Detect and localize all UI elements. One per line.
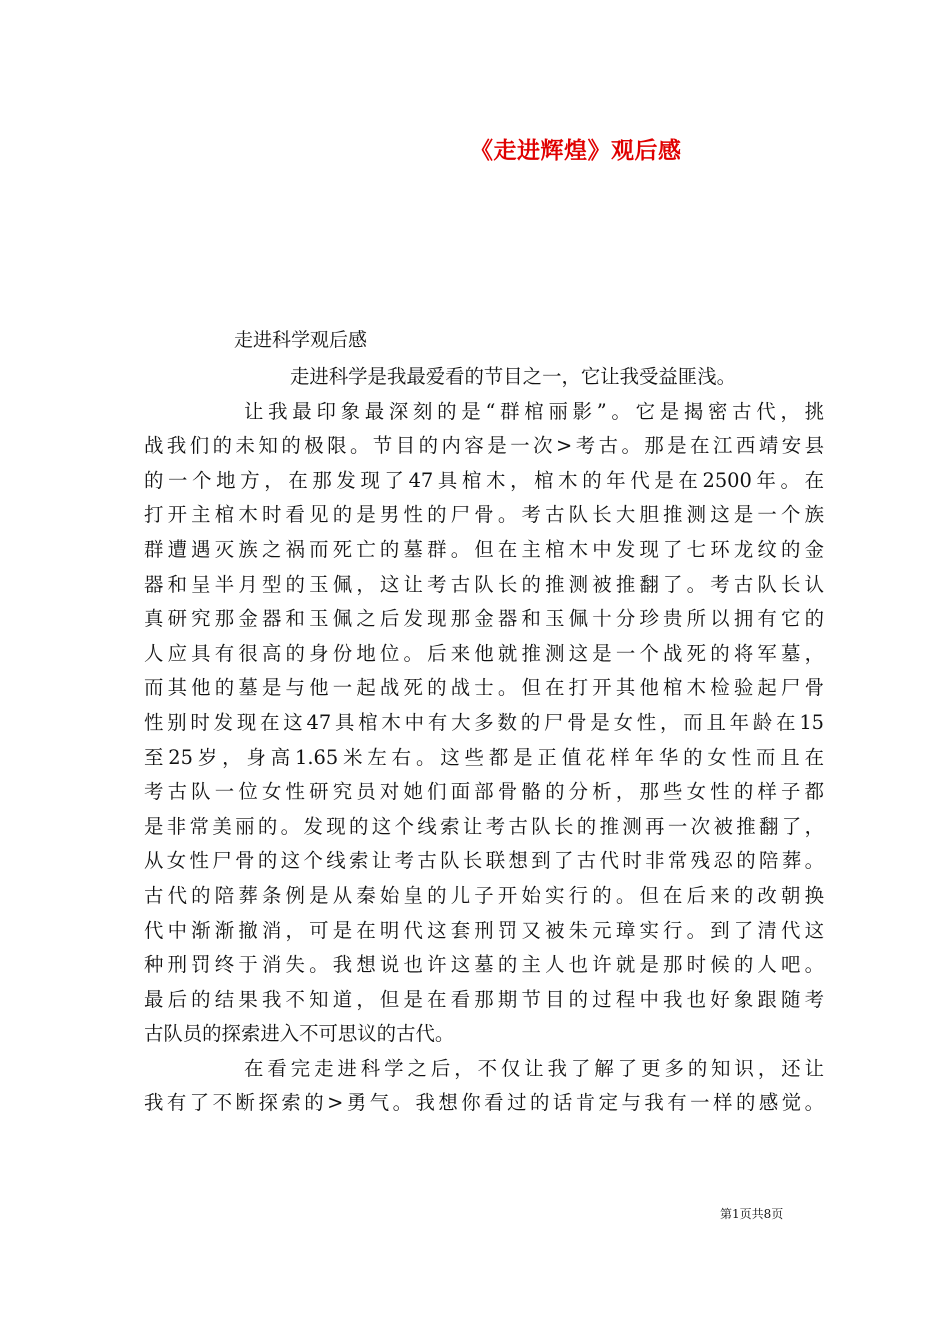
text-line: 古队员的探索进入不可思议的古代。 [144,1022,455,1046]
text-line: 群遭遇灭族之祸而死亡的墓群。但在主棺木中发现了七环龙纹的金 [144,537,824,561]
text-line: 古代的陪葬条例是从秦始皇的儿子开始实行的。但在后来的改朝换 [144,883,824,907]
text-line: 人应具有很高的身份地位。后来他就推测这是一个战死的将军墓， [144,641,824,665]
text-line: 的一个地方，在那发现了47具棺木，棺木的年代是在2500年。在 [144,468,824,492]
text-line: 打开主棺木时看见的是男性的尸骨。考古队长大胆推测这是一个族 [144,503,824,527]
article-body [144,360,824,1121]
text-line: 我有了不断探索的>勇气。我想你看过的话肯定与我有一样的感觉。 [144,1091,824,1115]
text-line: 最后的结果我不知道，但是在看那期节目的过程中我也好象跟随考 [144,987,824,1011]
text-line: 器和呈半月型的玉佩，这让考古队长的推测被推翻了。考古队长认 [144,572,824,596]
text-line: 真研究那金器和玉佩之后发现那金器和玉佩十分珍贵所以拥有它的 [144,607,824,631]
text-line: 代中渐渐撤消，可是在明代这套刑罚又被朱元璋实行。到了清代这 [144,918,824,942]
text-line: 种刑罚终于消失。我想说也许这墓的主人也许就是那时候的人吧。 [144,953,824,977]
text-line: 从女性尸骨的这个线索让考古队长联想到了古代时非常残忍的陪葬。 [144,849,824,873]
text-line: 是非常美丽的。发现的这个线索让考古队长的推测再一次被推翻了， [144,814,824,838]
text-line: 性别时发现在这47具棺木中有大多数的尸骨是女性，而且年龄在15 [144,710,824,734]
document-title: 《走进辉煌》观后感 [470,137,682,164]
page-number: 第1页共8页 [720,1207,784,1221]
text-line: 在看完走进科学之后，不仅让我了解了更多的知识，还让 [244,1056,824,1080]
text-line: 考古队一位女性研究员对她们面部骨骼的分析，那些女性的样子都 [144,780,824,804]
text-line: 至25岁，身高1.65米左右。这些都是正值花样年华的女性而且在 [144,745,824,769]
article-subtitle: 走进科学观后感 [234,329,368,351]
text-line: 而其他的墓是与他一起战死的战士。但在打开其他棺木检验起尸骨 [144,676,824,700]
text-line: 战我们的未知的极限。节目的内容是一次>考古。那是在江西靖安县 [144,434,824,458]
text-line: 让我最印象最深刻的是“群棺丽影”。它是揭密古代，挑 [244,399,824,423]
text-line: 走进科学是我最爱看的节目之一，它让我受益匪浅。 [290,365,736,388]
